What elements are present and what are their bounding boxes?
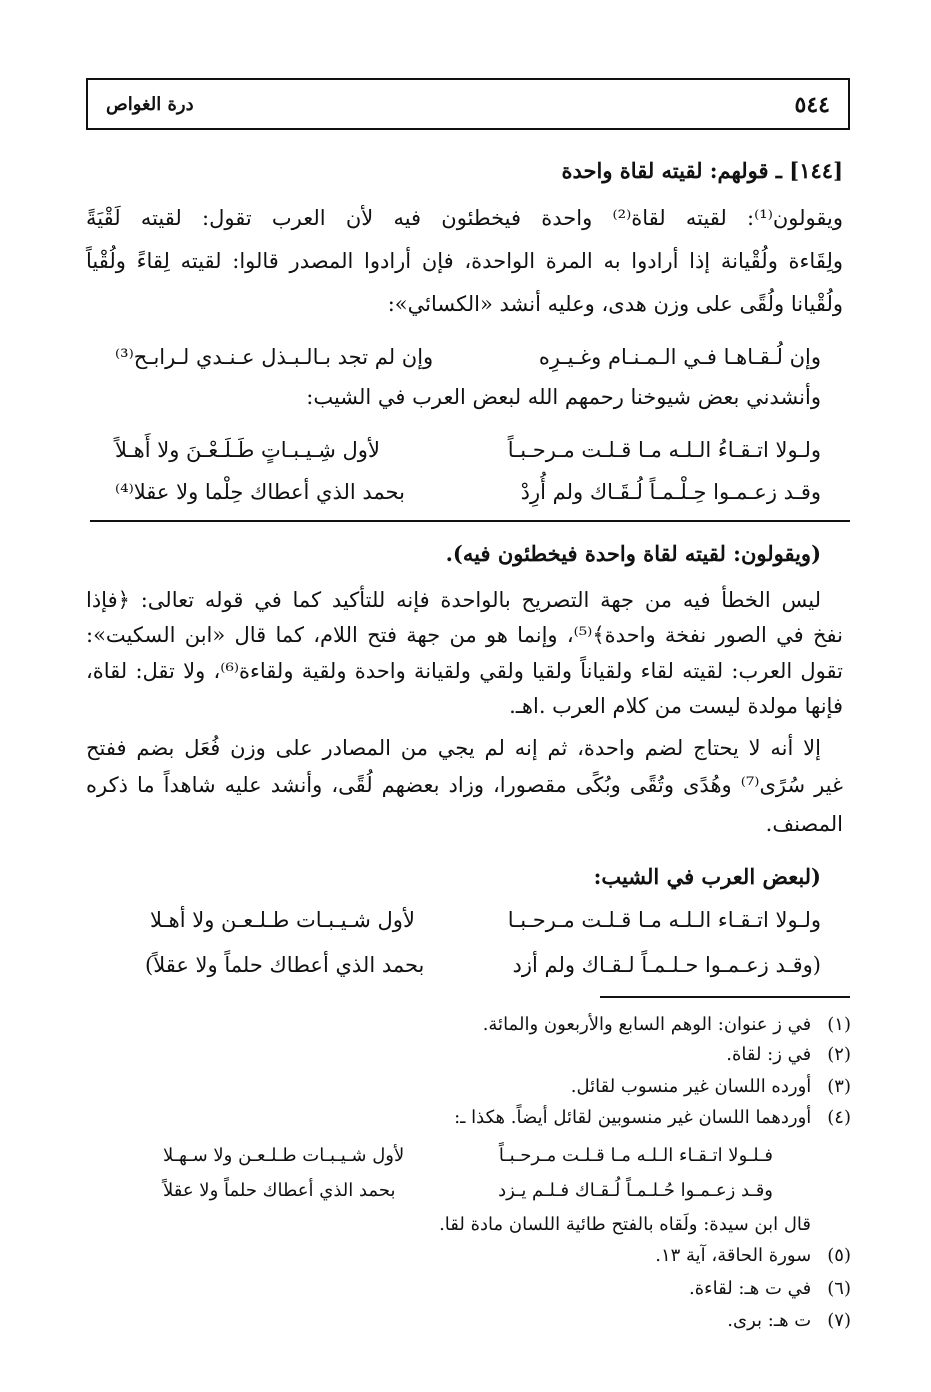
footnote-text: ت هـ: برى. <box>727 1310 812 1331</box>
commentary-line: المصنف. <box>765 812 843 836</box>
entry-paragraph-line: ولُقْيانا ولُقًى على وزن هدى، وعليه أنشد «الكسائي»: <box>387 292 843 316</box>
footnote-number: (٢) <box>827 1044 851 1065</box>
verse-hemistich-left: بحمد الذي أعطاك حلماً ولا عقلاً) <box>145 953 425 977</box>
commentary-lead: (ويقولون: لقيته لقاة واحدة فيخطئون فيه). <box>445 541 821 566</box>
footnote-verse-right: فـلـولا اتـقـاء الـلـه مـا قـلـت مـرحـبـاً <box>498 1145 773 1166</box>
footnote-text: في ز عنوان: الوهم السابع والأربعون والمائة. <box>482 1014 812 1035</box>
footnote-text: في ت هـ: لقاءة. <box>689 1278 812 1299</box>
entry-paragraph-line: ولِقَاءة ولُقْيانة إذا أرادوا به المرة الواحدة، فإن أرادوا المصدر قالوا: لقيته لِقاءً ولُقْياً <box>86 249 843 273</box>
footnote <box>727 1310 851 1331</box>
verse-hemistich-right: (وقـد زعـمـوا حـلـمـاً لـقـاك ولم أزد <box>512 953 821 977</box>
footnote <box>571 1076 851 1097</box>
footnote <box>726 1044 851 1065</box>
verse-hemistich-left: لأول شـيـبـات طـلـعـن ولا أهـلا <box>150 908 415 932</box>
verse-hemistich-right: ولـولا اتـقـاء الـلـه مـا قـلـت مـرحـبـا <box>507 908 821 932</box>
footnote <box>655 1245 851 1266</box>
page-header <box>86 78 850 130</box>
commentary-line: غير سُرًى⁽⁷⁾ وهُدًى وتُقًى وبُكًى مقصورا، وزاد بعضهم لُقًى، وأنشد عليه شاهداً ما ذكره <box>86 773 843 797</box>
footnote-verse-right: وقـد زعـمـوا حُـلـمـاً لُـقـاك فـلـم يـزد <box>498 1180 773 1201</box>
footnote <box>483 1014 851 1035</box>
verse-hemistich-right: ولـولا اتـقـاءُ الـلـه مـا قـلـت مـرحـبـاً <box>507 438 821 462</box>
commentary-lead: (لبعض العرب في الشيب: <box>593 864 821 889</box>
entry-heading: [١٤٤] ـ قولهم: لقيته لقاة واحدة <box>561 158 843 183</box>
page-number: ٥٤٤ <box>794 92 830 118</box>
commentary-line: فإنها مولدة ليست من كلام العرب .اهـ. <box>509 694 843 718</box>
footnote-divider <box>600 996 850 998</box>
verse-hemistich-right: وإن لُـقـاهـا فـي الـمـنـام وغـيـرِه <box>538 345 821 369</box>
footnote-text: أورده اللسان غير منسوب لقائل. <box>570 1076 812 1097</box>
footnote-number: (٣) <box>827 1076 851 1097</box>
footnote <box>689 1278 851 1299</box>
footnote-number: (٥) <box>827 1245 851 1266</box>
footnote-number: (٧) <box>827 1310 851 1331</box>
footnote <box>454 1107 851 1128</box>
footnote-verse-left: لأول شـيـبـات طـلـعـن ولا سـهـلا <box>163 1145 405 1166</box>
commentary-line: تقول العرب: لقيته لقاء ولقياناً ولقيا ولقي ولقيانة واحدة ولقية ولقاءة⁽⁶⁾، ولا تقل: لقاة، <box>86 659 843 683</box>
running-title: درة الغواص <box>106 94 194 115</box>
footnote-number: (١) <box>827 1014 851 1035</box>
commentary-line: ليس الخطأ فيه من جهة التصريح بالواحدة فإنه للتأكيد كما في قوله تعالى: ﴿فإذا <box>86 588 821 612</box>
footnote-text: في ز: لقاة. <box>726 1044 812 1065</box>
footnote-text: سورة الحاقة، آية ١٣. <box>655 1245 812 1266</box>
entry-paragraph-line: وأنشدني بعض شيوخنا رحمهم الله لبعض العرب في الشيب: <box>306 385 821 409</box>
section-divider <box>90 520 850 522</box>
verse-hemistich-right: وقـد زعـمـوا حِـلْـمـاً لُـقَـاك ولم أُرِدْ <box>520 480 821 504</box>
commentary-line: نفخ في الصور نفخة واحدة﴾⁽⁵⁾، وإنما هو من جهة فتح اللام، كما قال «ابن السكيت»: <box>86 623 843 647</box>
footnote-number: (٤) <box>827 1107 851 1128</box>
footnote-text: أوردهما اللسان غير منسوبين لقائل أيضاً. هكذا ـ: <box>454 1107 812 1128</box>
verse-hemistich-left: وإن لم تجد بـالـبـذل عـنـدي لـرابـح⁽³⁾ <box>115 345 434 369</box>
footnote-number: (٦) <box>827 1278 851 1299</box>
footnote-verse-left: بحمد الذي أعطاك حلماً ولا عقلاً <box>163 1180 396 1201</box>
entry-paragraph-line: ويقولون⁽¹⁾: لقيته لقاة⁽²⁾ واحدة فيخطئون فيه لأن العرب تقول: لقيته لَقْيَةً <box>86 206 844 230</box>
commentary-line: إلا أنه لا يحتاج لضم واحدة، ثم إنه لم يجي من المصادر على وزن فُعَل بضم ففتح <box>86 736 821 760</box>
verse-hemistich-left: لأول شِـيـبـاتٍ طَـلَـعْـنَ ولا أَهـلاً <box>115 438 380 462</box>
footnote-note: قال ابن سيدة: ولَقاه بالفتح طائية اللسان مادة لقا. <box>439 1214 811 1235</box>
verse-hemistich-left: بحمد الذي أعطاك حِلْما ولا عقلا⁽⁴⁾ <box>115 480 405 504</box>
